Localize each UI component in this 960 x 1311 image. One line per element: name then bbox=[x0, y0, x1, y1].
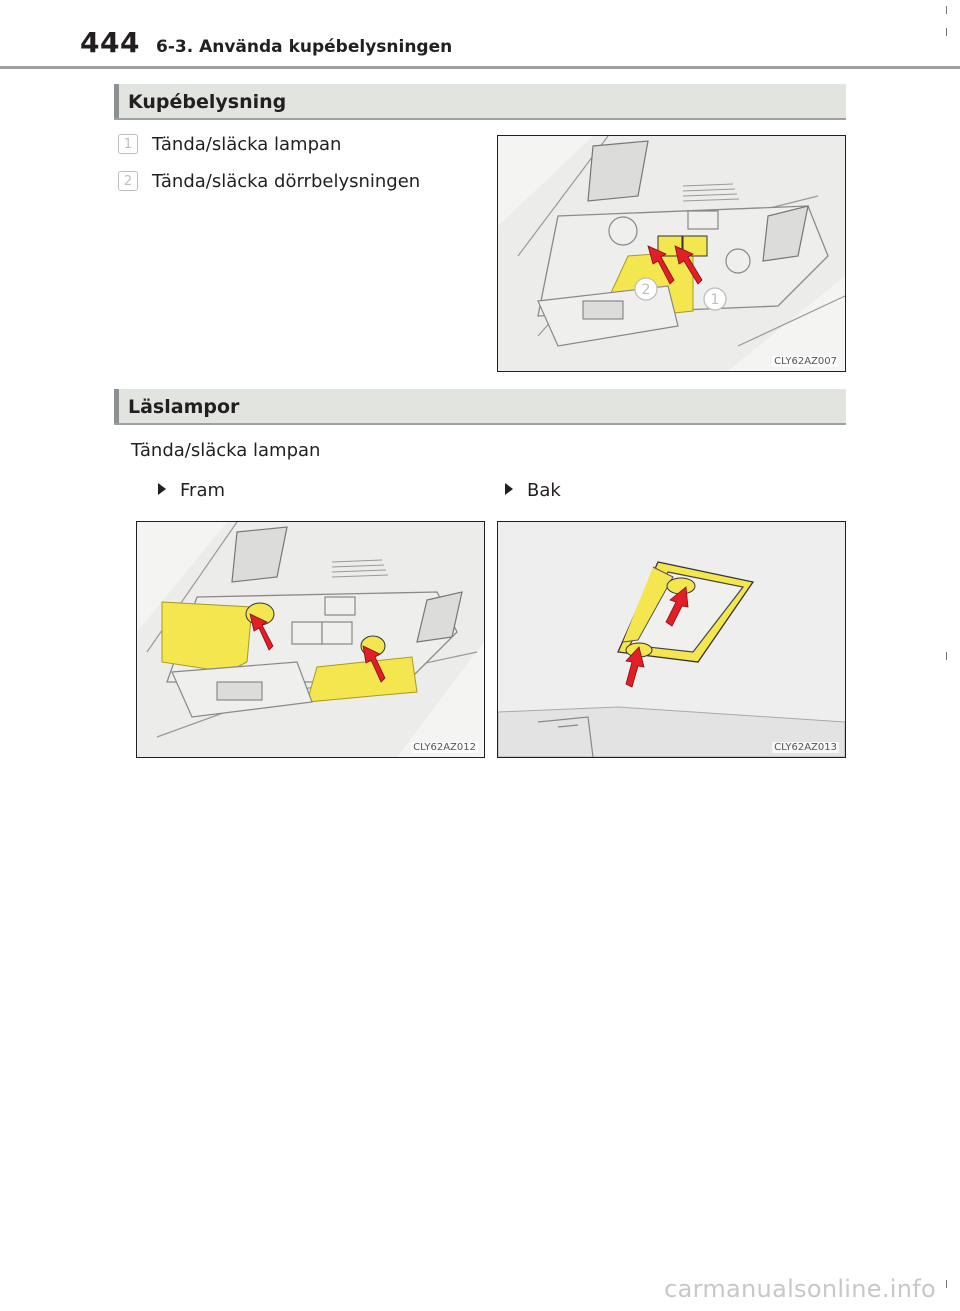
overhead-console-illustration bbox=[498, 136, 845, 371]
intro-text: Tända/släcka lampan bbox=[131, 440, 321, 461]
heading-bar bbox=[114, 389, 119, 423]
triangle-bullet-icon bbox=[158, 483, 166, 495]
watermark: carmanualsonline.info bbox=[664, 1275, 936, 1303]
section-title: Läslampor bbox=[128, 396, 240, 418]
list-item bbox=[118, 170, 420, 194]
crop-mark bbox=[946, 652, 947, 660]
list-item bbox=[118, 133, 341, 157]
figure-interior-light bbox=[497, 135, 846, 372]
rear-console-illustration bbox=[498, 522, 845, 757]
callout-2: 2 bbox=[641, 282, 651, 298]
chapter-title: 6-3. Använda kupébelysningen bbox=[156, 37, 453, 57]
item-text: Tända/släcka lampan bbox=[152, 134, 342, 155]
crop-mark bbox=[946, 6, 947, 14]
item-text: Tända/släcka dörrbelysningen bbox=[152, 171, 421, 192]
figure-code: CLY62AZ007 bbox=[774, 356, 837, 367]
page-number: 444 bbox=[80, 26, 140, 59]
section-heading-laslampor bbox=[114, 389, 846, 425]
sub-label-rear bbox=[505, 479, 561, 503]
figure-rear-reading-light bbox=[497, 521, 846, 758]
figure-front-reading-lights bbox=[136, 521, 485, 758]
figure-code: CLY62AZ013 bbox=[774, 742, 837, 753]
front-console-illustration bbox=[137, 522, 484, 757]
section-title: Kupébelysning bbox=[128, 91, 287, 113]
label-text: Fram bbox=[180, 480, 226, 501]
heading-bar bbox=[114, 84, 119, 118]
crop-mark bbox=[946, 28, 947, 36]
header-rule bbox=[0, 66, 960, 69]
number-badge: 1 bbox=[118, 134, 138, 154]
callout-1: 1 bbox=[710, 292, 720, 308]
sub-label-front bbox=[158, 479, 225, 503]
number-badge: 2 bbox=[118, 171, 138, 191]
section-heading-kupebelysning bbox=[114, 84, 846, 120]
triangle-bullet-icon bbox=[505, 483, 513, 495]
label-text: Bak bbox=[527, 480, 561, 501]
figure-code: CLY62AZ012 bbox=[413, 742, 476, 753]
crop-mark bbox=[946, 1280, 947, 1288]
